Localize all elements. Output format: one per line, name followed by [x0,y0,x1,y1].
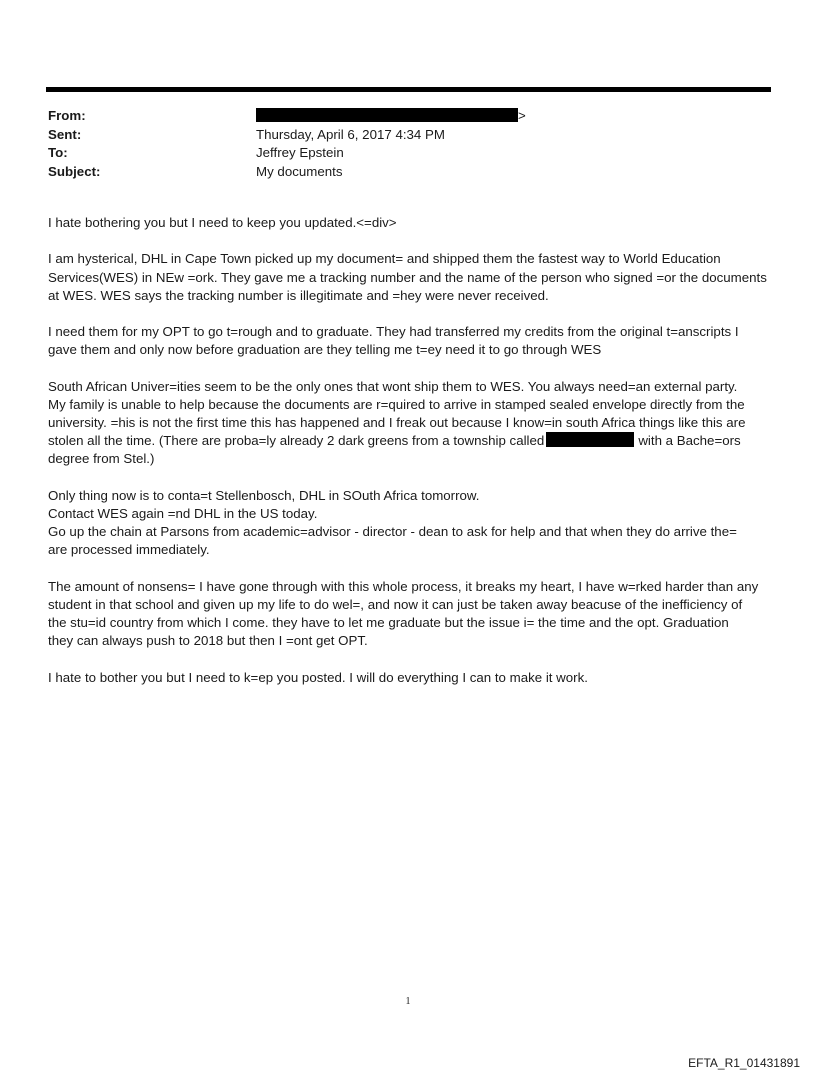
paragraph [48,214,772,232]
body-line: they can always push to 2018 but then I =ont get OPT. [48,633,368,649]
document-id: EFTA_R1_01431891 [688,1056,800,1070]
body-line: at WES. WES says the tracking number is illegitimate and =hey were never received. [48,287,549,303]
body-line [48,432,772,450]
body-line: are processed immediately. [48,542,210,558]
body-line: I am hysterical, DHL in Cape Town picked up my document= and shipped them the fastest way to World Education [48,251,721,267]
body-line: Only thing now is to conta=t Stellenbosch, DHL in SOuth Africa tomorrow. [48,487,480,503]
sent-label: Sent: [48,126,82,142]
body-line: My family is unable to help because the documents are r=quired to arrive in stamped sealed envelope directly from the [48,396,745,412]
redaction-box [256,108,518,122]
body-line: Services(WES) in NEw =ork. They gave me a tracking number and the name of the person who signed =or the documents [48,269,767,285]
subject-row [48,163,768,182]
body-line: The amount of nonsens= I have gone through with this whole process, it breaks my heart, I have w=rked harder than any [48,578,759,594]
body-text: with a Bache=ors [638,433,741,449]
paragraph [48,669,772,687]
body-text: stolen all the time. (There are proba=ly already 2 dark greens from a township called [48,433,545,449]
paragraph [48,323,772,359]
body-line: I hate bothering you but I need to keep you updated.<=div> [48,215,397,230]
paragraph [48,378,772,469]
body-line: Go up the chain at Parsons from academic=advisor - director - dean to ask for help and that when they do arrive the= [48,524,737,540]
body-line: I need them for my OPT to go t=rough and to graduate. They had transferred my credits from the original t=anscripts I [48,324,739,340]
from-suffix: > [518,108,526,123]
body-line: South African Univer=ities seem to be the only ones that wont ship them to WES. You always need=an external party. [48,378,738,394]
from-label: From: [48,108,86,123]
subject-value: My documents [256,163,343,179]
from-row [48,107,768,126]
email-header [48,107,768,181]
email-body [48,214,772,705]
paragraph [48,487,772,560]
to-label: To: [48,145,68,160]
from-value [256,107,768,126]
header-divider [46,87,771,92]
body-line: the stu=id country from which I come. they have to let me graduate but the issue i= the time and the opt. Graduation [48,615,729,631]
to-row [48,144,768,163]
sent-value: Thursday, April 6, 2017 4:34 PM [256,126,445,142]
body-line: Contact WES again =nd DHL in the US today. [48,506,318,521]
body-line: gave them and only now before graduation are they telling me t=ey need it to go through WES [48,342,602,358]
body-line: degree from Stel.) [48,451,155,467]
sent-row [48,126,768,145]
body-line: university. =his is not the first time this has happened and I freak out because I know=in south Africa things like this are [48,415,746,431]
subject-label: Subject: [48,163,101,179]
to-value: Jeffrey Epstein [256,145,344,160]
body-line: student in that school and given up my life to do wel=, and now it can just be taken away beacuse of the inefficiency of [48,596,743,612]
paragraph [48,250,772,305]
body-line: I hate to bother you but I need to k=ep you posted. I will do everything I can to make it work. [48,669,588,685]
page-number: 1 [405,996,411,1007]
paragraph [48,578,772,651]
redaction-box [546,432,634,447]
